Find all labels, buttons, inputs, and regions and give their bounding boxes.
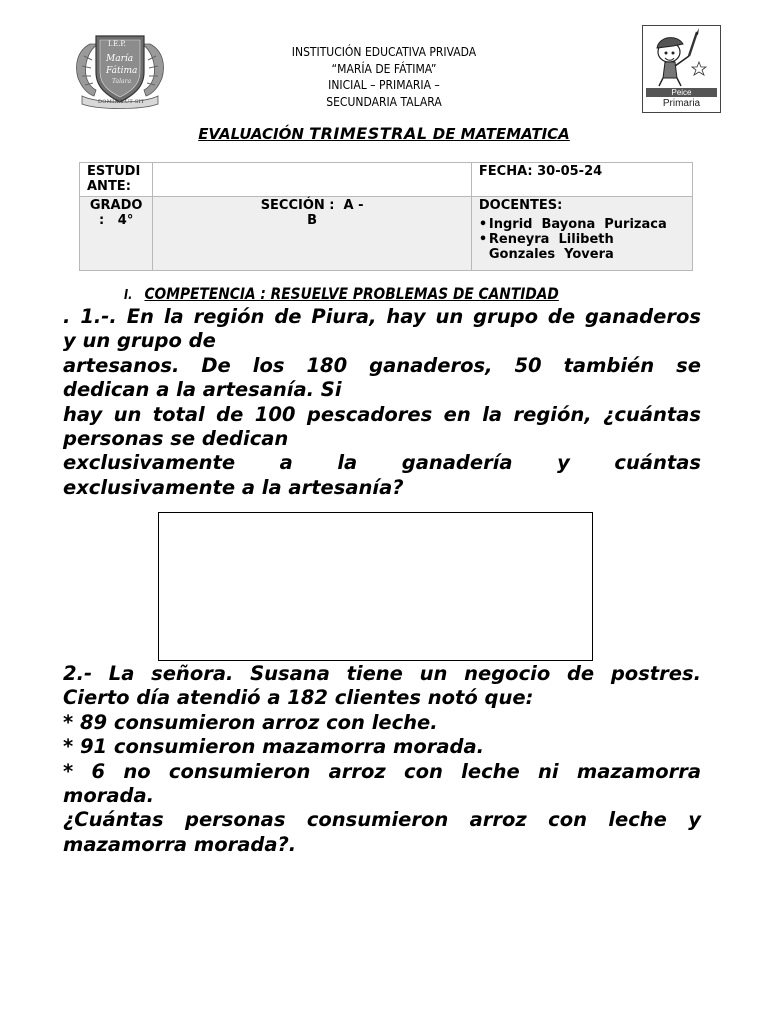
teacher-item-continued <box>479 247 685 262</box>
school-header <box>263 44 504 110</box>
crest-text-maria: María <box>106 54 134 64</box>
table-row <box>80 197 693 271</box>
title-part-1: EVALUACIÓN <box>198 125 310 143</box>
problem-1-line: . 1.-. En la región de Piura, hay un grupo de ganaderos <box>63 305 701 328</box>
problem-2-line: morada. <box>63 784 155 808</box>
peice-label: Peice <box>646 88 717 97</box>
table-row <box>80 163 693 197</box>
problem-1 <box>63 305 701 500</box>
school-type: INSTITUCIÓN EDUCATIVA PRIVADA <box>291 45 477 59</box>
section-label-line-1: SECCIÓN : A - <box>260 198 364 213</box>
evaluation-title <box>183 124 585 143</box>
student-name-field[interactable] <box>153 163 472 197</box>
problem-2 <box>63 662 701 857</box>
teachers-list <box>479 217 685 262</box>
teacher-item: • Ingrid Bayona Purizaca <box>479 217 685 232</box>
problem-1-line: exclusivamente a la ganadería y cuántas <box>63 451 701 475</box>
problem-2-line: * 89 consumieron arroz con leche. <box>63 710 438 734</box>
problem-2-line: mazamorra morada?. <box>63 832 297 856</box>
competencia-heading <box>124 284 559 303</box>
problem-2-line: * 6 no consumieron arroz con leche ni mazamorra <box>63 759 701 783</box>
problem-2-line: * 91 consumieron mazamorra morada. <box>63 735 485 759</box>
title-part-2: TRIMESTRAL <box>309 124 428 143</box>
teachers-cell <box>471 197 692 271</box>
problem-1-line: hay un total de 100 pescadores en la región, ¿cuántas <box>63 402 701 426</box>
student-info-table <box>79 162 693 271</box>
section-cell <box>153 197 472 271</box>
crest-text-iep: I.E.P. <box>108 40 126 48</box>
problem-2-line: ¿Cuántas personas consumieron arroz con leche y <box>63 808 701 832</box>
peice-primaria-logo <box>642 25 721 113</box>
problem-2-line: Cierto día atendió a 182 clientes notó que: <box>63 686 534 710</box>
grade-cell <box>80 197 153 271</box>
date-cell <box>471 163 692 197</box>
problem-1-line: dedican a la artesanía. Si <box>63 378 342 402</box>
student-label-cell <box>80 163 153 197</box>
problem-1-line: y un grupo de <box>63 329 216 353</box>
problem-1-line: artesanos. De los 180 ganaderos, 50 también se <box>63 353 701 377</box>
grade-label-line-2: : 4° <box>99 213 134 228</box>
section-label-line-2: B <box>307 213 318 228</box>
school-crest-logo <box>72 30 168 112</box>
crest-text-talara: Talara <box>112 78 132 85</box>
problem-1-line: personas se dedican <box>63 427 289 451</box>
school-name: “MARÍA DE FÁTIMA” <box>331 61 437 76</box>
teacher-item: • Reneyra Lilibeth <box>479 232 685 247</box>
competencia-number: I. <box>124 288 133 303</box>
student-label-line-2: ANTE: <box>87 179 131 194</box>
student-label-line-1: ESTUDI <box>87 164 141 179</box>
date-label: FECHA: 30-05-24 <box>478 164 603 179</box>
teacher-item-text: Gonzales Yovera <box>488 247 614 262</box>
problem-2-line: 2.- La señora. Susana tiene un negocio de postres. <box>63 662 701 685</box>
crest-motto: DOMINA UT SIT <box>98 99 145 105</box>
answer-box[interactable] <box>158 512 593 661</box>
crest-text-fatima: Fátima <box>106 66 138 76</box>
primaria-label: Primaria <box>662 98 701 109</box>
teachers-label: DOCENTES: <box>478 198 563 213</box>
school-location: SECUNDARIA TALARA <box>326 94 442 109</box>
school-levels: INICIAL – PRIMARIA – <box>328 78 440 92</box>
problem-1-line: exclusivamente a la artesanía? <box>63 475 404 499</box>
grade-label-line-1: GRADO <box>89 198 143 213</box>
title-part-3: DE MATEMATICA <box>427 125 570 143</box>
competencia-text: COMPETENCIA : RESUELVE PROBLEMAS DE CANTIDAD <box>144 284 559 303</box>
